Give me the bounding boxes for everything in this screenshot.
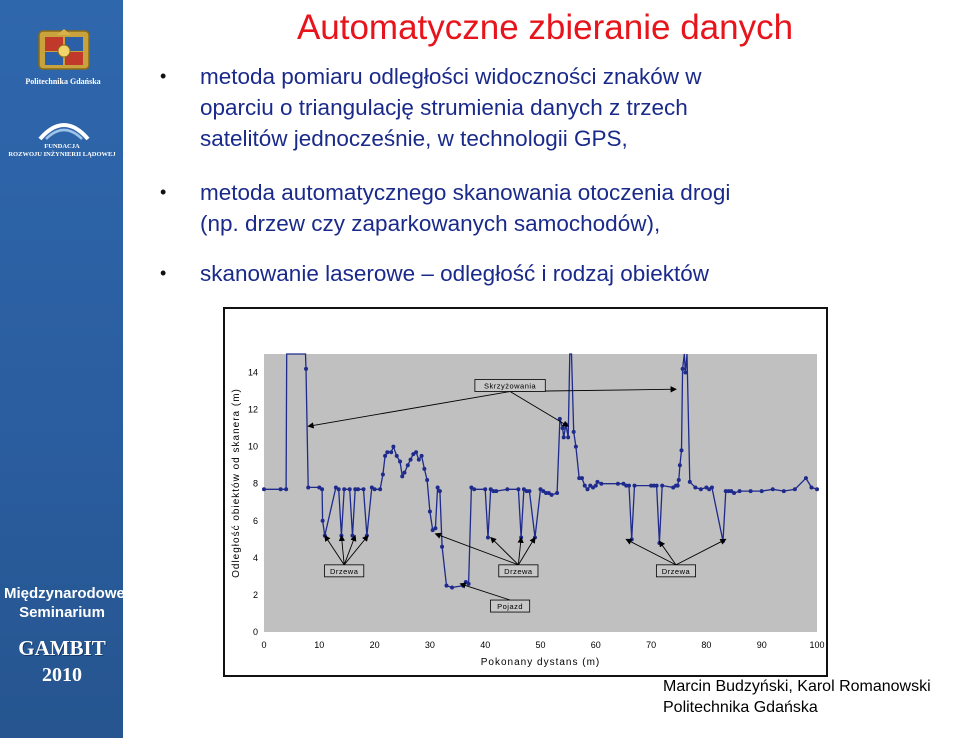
data-point — [414, 450, 418, 454]
data-point — [680, 448, 684, 452]
y-tick-label: 2 — [252, 589, 258, 600]
data-point — [580, 476, 584, 480]
data-point — [467, 582, 471, 586]
data-point — [321, 519, 325, 523]
foundation-name — [6, 143, 118, 158]
bullet-text — [200, 61, 702, 154]
x-tick-label: 0 — [261, 640, 267, 650]
data-point — [771, 487, 775, 491]
data-point — [683, 371, 687, 375]
data-point — [760, 489, 764, 493]
data-point — [693, 485, 697, 489]
data-point — [398, 459, 402, 463]
chart-frame — [223, 307, 828, 677]
data-point — [616, 482, 620, 486]
data-point — [782, 489, 786, 493]
bullet-text — [200, 258, 709, 289]
data-point — [633, 484, 637, 488]
data-point — [472, 487, 476, 491]
data-point — [749, 489, 753, 493]
data-point — [630, 537, 634, 541]
seminar-line1: Międzynarodowe — [4, 585, 125, 602]
x-tick-label: 100 — [809, 640, 825, 650]
event-name: GAMBIT — [18, 636, 106, 660]
y-tick-label: 4 — [252, 552, 258, 563]
x-axis-label: Pokonany dystans (m) — [480, 657, 601, 668]
slide-title: Automatyczne zbieranie danych — [296, 8, 794, 47]
x-tick-label: 50 — [535, 640, 546, 650]
data-point — [428, 510, 432, 514]
data-point — [516, 487, 520, 491]
data-point — [385, 450, 389, 454]
data-point — [378, 487, 382, 491]
data-point — [350, 534, 354, 538]
x-tick-label: 20 — [369, 640, 380, 650]
data-point — [738, 489, 742, 493]
data-point — [402, 471, 406, 475]
data-point — [483, 487, 487, 491]
data-point — [304, 367, 308, 371]
data-point — [677, 478, 681, 482]
data-point — [710, 485, 714, 489]
data-point — [306, 485, 310, 489]
data-point — [486, 535, 490, 539]
data-point — [362, 487, 366, 491]
data-point — [400, 474, 404, 478]
data-point — [342, 487, 346, 491]
data-point — [284, 487, 288, 491]
data-point — [586, 487, 590, 491]
foundation-line2: ROZWOJU INŻYNIERII LĄDOWEJ — [8, 150, 116, 158]
data-point — [337, 487, 341, 491]
data-point — [561, 426, 565, 430]
bullet-line: skanowanie laserowe – odległość i rodzaj obiektów — [200, 261, 710, 286]
data-point — [555, 491, 559, 495]
data-point — [599, 482, 603, 486]
x-tick-label: 10 — [314, 640, 325, 650]
annotation-label: Drzewa — [329, 566, 359, 576]
y-tick-label: 0 — [252, 627, 258, 637]
data-point — [381, 472, 385, 476]
university-crest-icon — [35, 25, 93, 73]
bullet-dot: • — [160, 263, 167, 283]
authors-block — [663, 676, 931, 718]
data-point — [595, 480, 599, 484]
bullet-line: oparciu o triangulację strumienia danych z trzech — [200, 95, 688, 120]
seminar-label — [4, 584, 125, 622]
annotation-label: Skrzyżowania — [483, 381, 537, 391]
data-point — [373, 487, 377, 491]
x-tick-label: 60 — [590, 640, 601, 650]
data-point — [594, 484, 598, 488]
data-point — [320, 487, 324, 491]
data-point — [732, 491, 736, 495]
data-point — [391, 445, 395, 449]
bullet-dot: • — [160, 182, 167, 202]
data-point — [409, 458, 413, 462]
data-point — [348, 487, 352, 491]
university-name: Politechnika Gdańska — [25, 77, 101, 86]
data-point — [699, 487, 703, 491]
y-tick-label: 12 — [247, 404, 258, 415]
data-point — [681, 367, 685, 371]
data-point — [444, 584, 448, 588]
data-point — [793, 487, 797, 491]
data-point — [660, 484, 664, 488]
y-tick-label: 6 — [252, 515, 258, 526]
annotation-label: Pojazd — [497, 602, 524, 612]
data-point — [627, 484, 631, 488]
data-point — [436, 485, 440, 489]
foundation-line1: FUNDACJA — [44, 143, 80, 150]
data-point — [389, 450, 393, 454]
sidebar — [0, 0, 123, 738]
distance-chart — [225, 309, 826, 675]
y-tick-label: 14 — [247, 367, 258, 378]
x-tick-label: 80 — [701, 640, 712, 650]
data-point — [809, 485, 813, 489]
data-point — [395, 454, 399, 458]
data-point — [505, 487, 509, 491]
bullet-text — [200, 177, 730, 239]
authors: Marcin Budzyński, Karol Romanowski — [663, 678, 931, 695]
data-point — [433, 526, 437, 530]
event-year: 2010 — [42, 664, 82, 686]
bullet-line: metoda pomiaru odległości widoczności znaków w — [200, 64, 702, 89]
data-point — [566, 435, 570, 439]
x-tick-label: 90 — [756, 640, 767, 650]
x-tick-label: 70 — [646, 640, 657, 650]
data-point — [425, 478, 429, 482]
data-point — [655, 484, 659, 488]
data-point — [383, 454, 387, 458]
bullet-line: (np. drzew czy zaparkowanych samochodów), — [200, 211, 661, 236]
data-point — [688, 480, 692, 484]
foundation-bridge-icon — [38, 117, 90, 143]
data-point — [406, 463, 410, 467]
data-point — [494, 489, 498, 493]
data-point — [417, 458, 421, 462]
bullet-line: metoda automatycznego skanowania otoczenia drogi — [200, 180, 731, 205]
data-point — [562, 435, 566, 439]
y-tick-label: 10 — [247, 441, 258, 452]
data-point — [572, 430, 576, 434]
data-point — [583, 484, 587, 488]
affiliation: Politechnika Gdańska — [663, 699, 818, 716]
x-tick-label: 40 — [480, 640, 491, 650]
data-point — [262, 487, 266, 491]
data-point — [420, 454, 424, 458]
x-tick-label: 30 — [424, 640, 435, 650]
data-point — [279, 487, 283, 491]
y-tick-label: 8 — [252, 478, 258, 489]
seminar-line2: Seminarium — [19, 604, 105, 621]
y-axis-label: Odległość obiektów od skanera (m) — [231, 388, 242, 578]
data-point — [678, 463, 682, 467]
data-point — [574, 445, 578, 449]
data-point — [676, 484, 680, 488]
data-point — [804, 476, 808, 480]
data-point — [527, 489, 531, 493]
data-point — [550, 493, 554, 497]
bullet-line: satelitów jednocześnie, w technologii GPS, — [200, 126, 628, 151]
data-point — [422, 467, 426, 471]
annotation-label: Drzewa — [504, 566, 533, 576]
data-point — [815, 487, 819, 491]
data-point — [356, 487, 360, 491]
data-point — [440, 545, 444, 549]
bullet-dot: • — [160, 66, 167, 86]
annotation-label: Drzewa — [661, 566, 691, 576]
data-point — [438, 489, 442, 493]
data-point — [450, 586, 454, 590]
